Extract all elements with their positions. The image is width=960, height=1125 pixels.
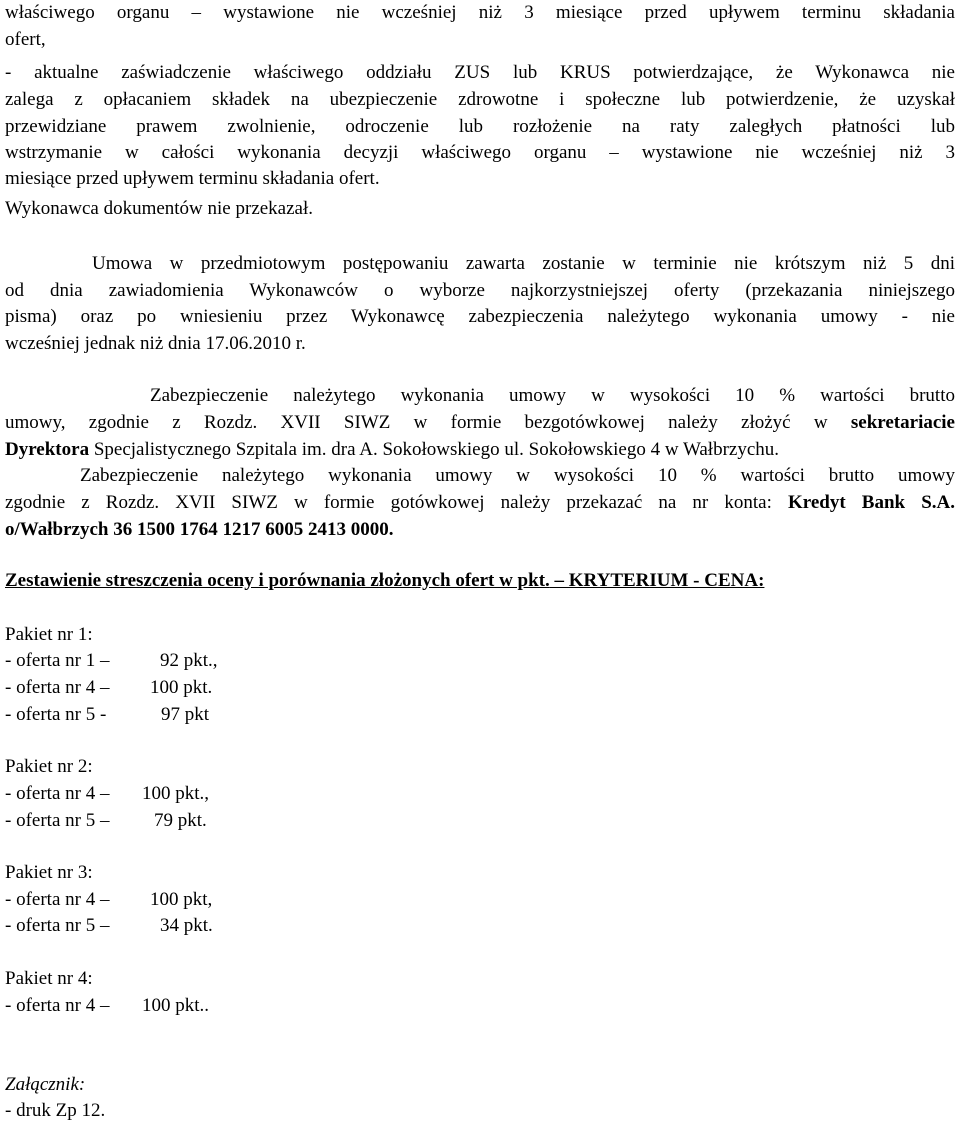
offer-label: - oferta nr 4 – xyxy=(5,889,110,910)
offer-label: - oferta nr 5 - xyxy=(5,704,107,725)
package-title: Pakiet nr 3: xyxy=(5,862,93,883)
text-line xyxy=(5,412,955,434)
offer-label: - oferta nr 4 – xyxy=(5,783,110,804)
offer-label: - oferta nr 4 – xyxy=(5,677,110,698)
text-line: Wykonawca dokumentów nie przekazał. xyxy=(5,198,314,219)
heading-text: – KRYTERIUM - CENA: xyxy=(549,570,765,591)
offer-line xyxy=(5,704,209,726)
offer-points: 100 pkt.. xyxy=(142,995,210,1016)
package-title: Pakiet nr 4: xyxy=(5,968,93,989)
offer-line xyxy=(5,889,212,911)
text-line: Zabezpieczenie należytego wykonania umowy w wysokości 10 % wartości brutto umowy xyxy=(80,465,955,486)
text-line xyxy=(5,492,955,514)
text-line: przewidziane prawem zwolnienie, odroczenie lub rozłożenie na raty zaległych płatności lub xyxy=(5,116,955,137)
offer-label: - oferta nr 1 – xyxy=(5,650,110,671)
text-span: Specjalistycznego Szpitala im. dra A. Sokołowskiego ul. Sokołowskiego 4 w Wałbrzychu. xyxy=(89,439,780,460)
offer-label: - oferta nr 5 – xyxy=(5,915,110,936)
offer-line xyxy=(5,995,209,1017)
package-title: Pakiet nr 2: xyxy=(5,756,93,777)
offer-points: 97 pkt xyxy=(161,704,210,725)
bold-text: Dyrektora xyxy=(5,439,90,460)
offer-points: 100 pkt., xyxy=(142,783,210,804)
text-line: - aktualne zaświadczenie właściwego oddziału ZUS lub KRUS potwierdzające, że Wykonawca nie xyxy=(5,62,955,83)
text-line: Umowa w przedmiotowym postępowaniu zawarta zostanie w terminie nie krótszym niż 5 dni xyxy=(92,253,955,274)
offer-points: 100 pkt, xyxy=(150,889,213,910)
offer-points: 34 pkt. xyxy=(160,915,213,936)
offer-points: 92 pkt., xyxy=(160,650,218,671)
heading-text: Zestawienie streszczenia oceny i porównania złożonych ofert w pkt. xyxy=(5,570,550,591)
section-heading xyxy=(5,570,764,592)
offer-points: 79 pkt. xyxy=(154,810,207,831)
offer-label: - oferta nr 5 – xyxy=(5,810,110,831)
attachment-item: - druk Zp 12. xyxy=(5,1100,106,1121)
attachment-label: Załącznik: xyxy=(5,1074,86,1095)
text-line: wstrzymanie w całości wykonania decyzji właściwego organu – wystawione nie wcześniej niż 3 xyxy=(5,142,955,163)
offer-line xyxy=(5,650,218,672)
text-line xyxy=(5,439,779,461)
text-line: ofert, xyxy=(5,29,46,50)
text-line: pisma) oraz po wniesieniu przez Wykonawcę zabezpieczenia należytego wykonania umowy - nie xyxy=(5,306,955,327)
text-line: Zabezpieczenie należytego wykonania umowy w wysokości 10 % wartości brutto xyxy=(150,385,955,406)
offer-line xyxy=(5,677,212,699)
bold-text: sekretariacie xyxy=(850,412,955,433)
bold-text: Kredyt Bank S.A. xyxy=(787,492,955,513)
package-title: Pakiet nr 1: xyxy=(5,624,93,645)
text-line: właściwego organu – wystawione nie wcześniej niż 3 miesiące przed upływem terminu składania xyxy=(5,2,955,23)
offer-line xyxy=(5,915,213,937)
offer-line xyxy=(5,810,207,832)
offer-label: - oferta nr 4 – xyxy=(5,995,110,1016)
offer-line xyxy=(5,783,209,805)
offer-points: 100 pkt. xyxy=(150,677,213,698)
text-line: wcześniej jednak niż dnia 17.06.2010 r. xyxy=(5,333,306,354)
text-line: od dnia zawiadomienia Wykonawców o wyborze najkorzystniejszej oferty (przekazania niniejszego xyxy=(5,280,955,301)
text-line: miesiące przed upływem terminu składania ofert. xyxy=(5,168,380,189)
text-span: zgodnie z Rozdz. XVII SIWZ w formie gotówkowej należy przekazać na nr konta: xyxy=(5,492,788,513)
text-line: o/Wałbrzych 36 1500 1764 1217 6005 2413 0000. xyxy=(5,519,394,540)
text-line: zalega z opłacaniem składek na ubezpieczenie zdrowotne i społeczne lub potwierdzenie, że uzyskał xyxy=(5,89,955,110)
text-span: umowy, zgodnie z Rozdz. XVII SIWZ w formie bezgotówkowej należy złożyć w xyxy=(5,412,851,433)
